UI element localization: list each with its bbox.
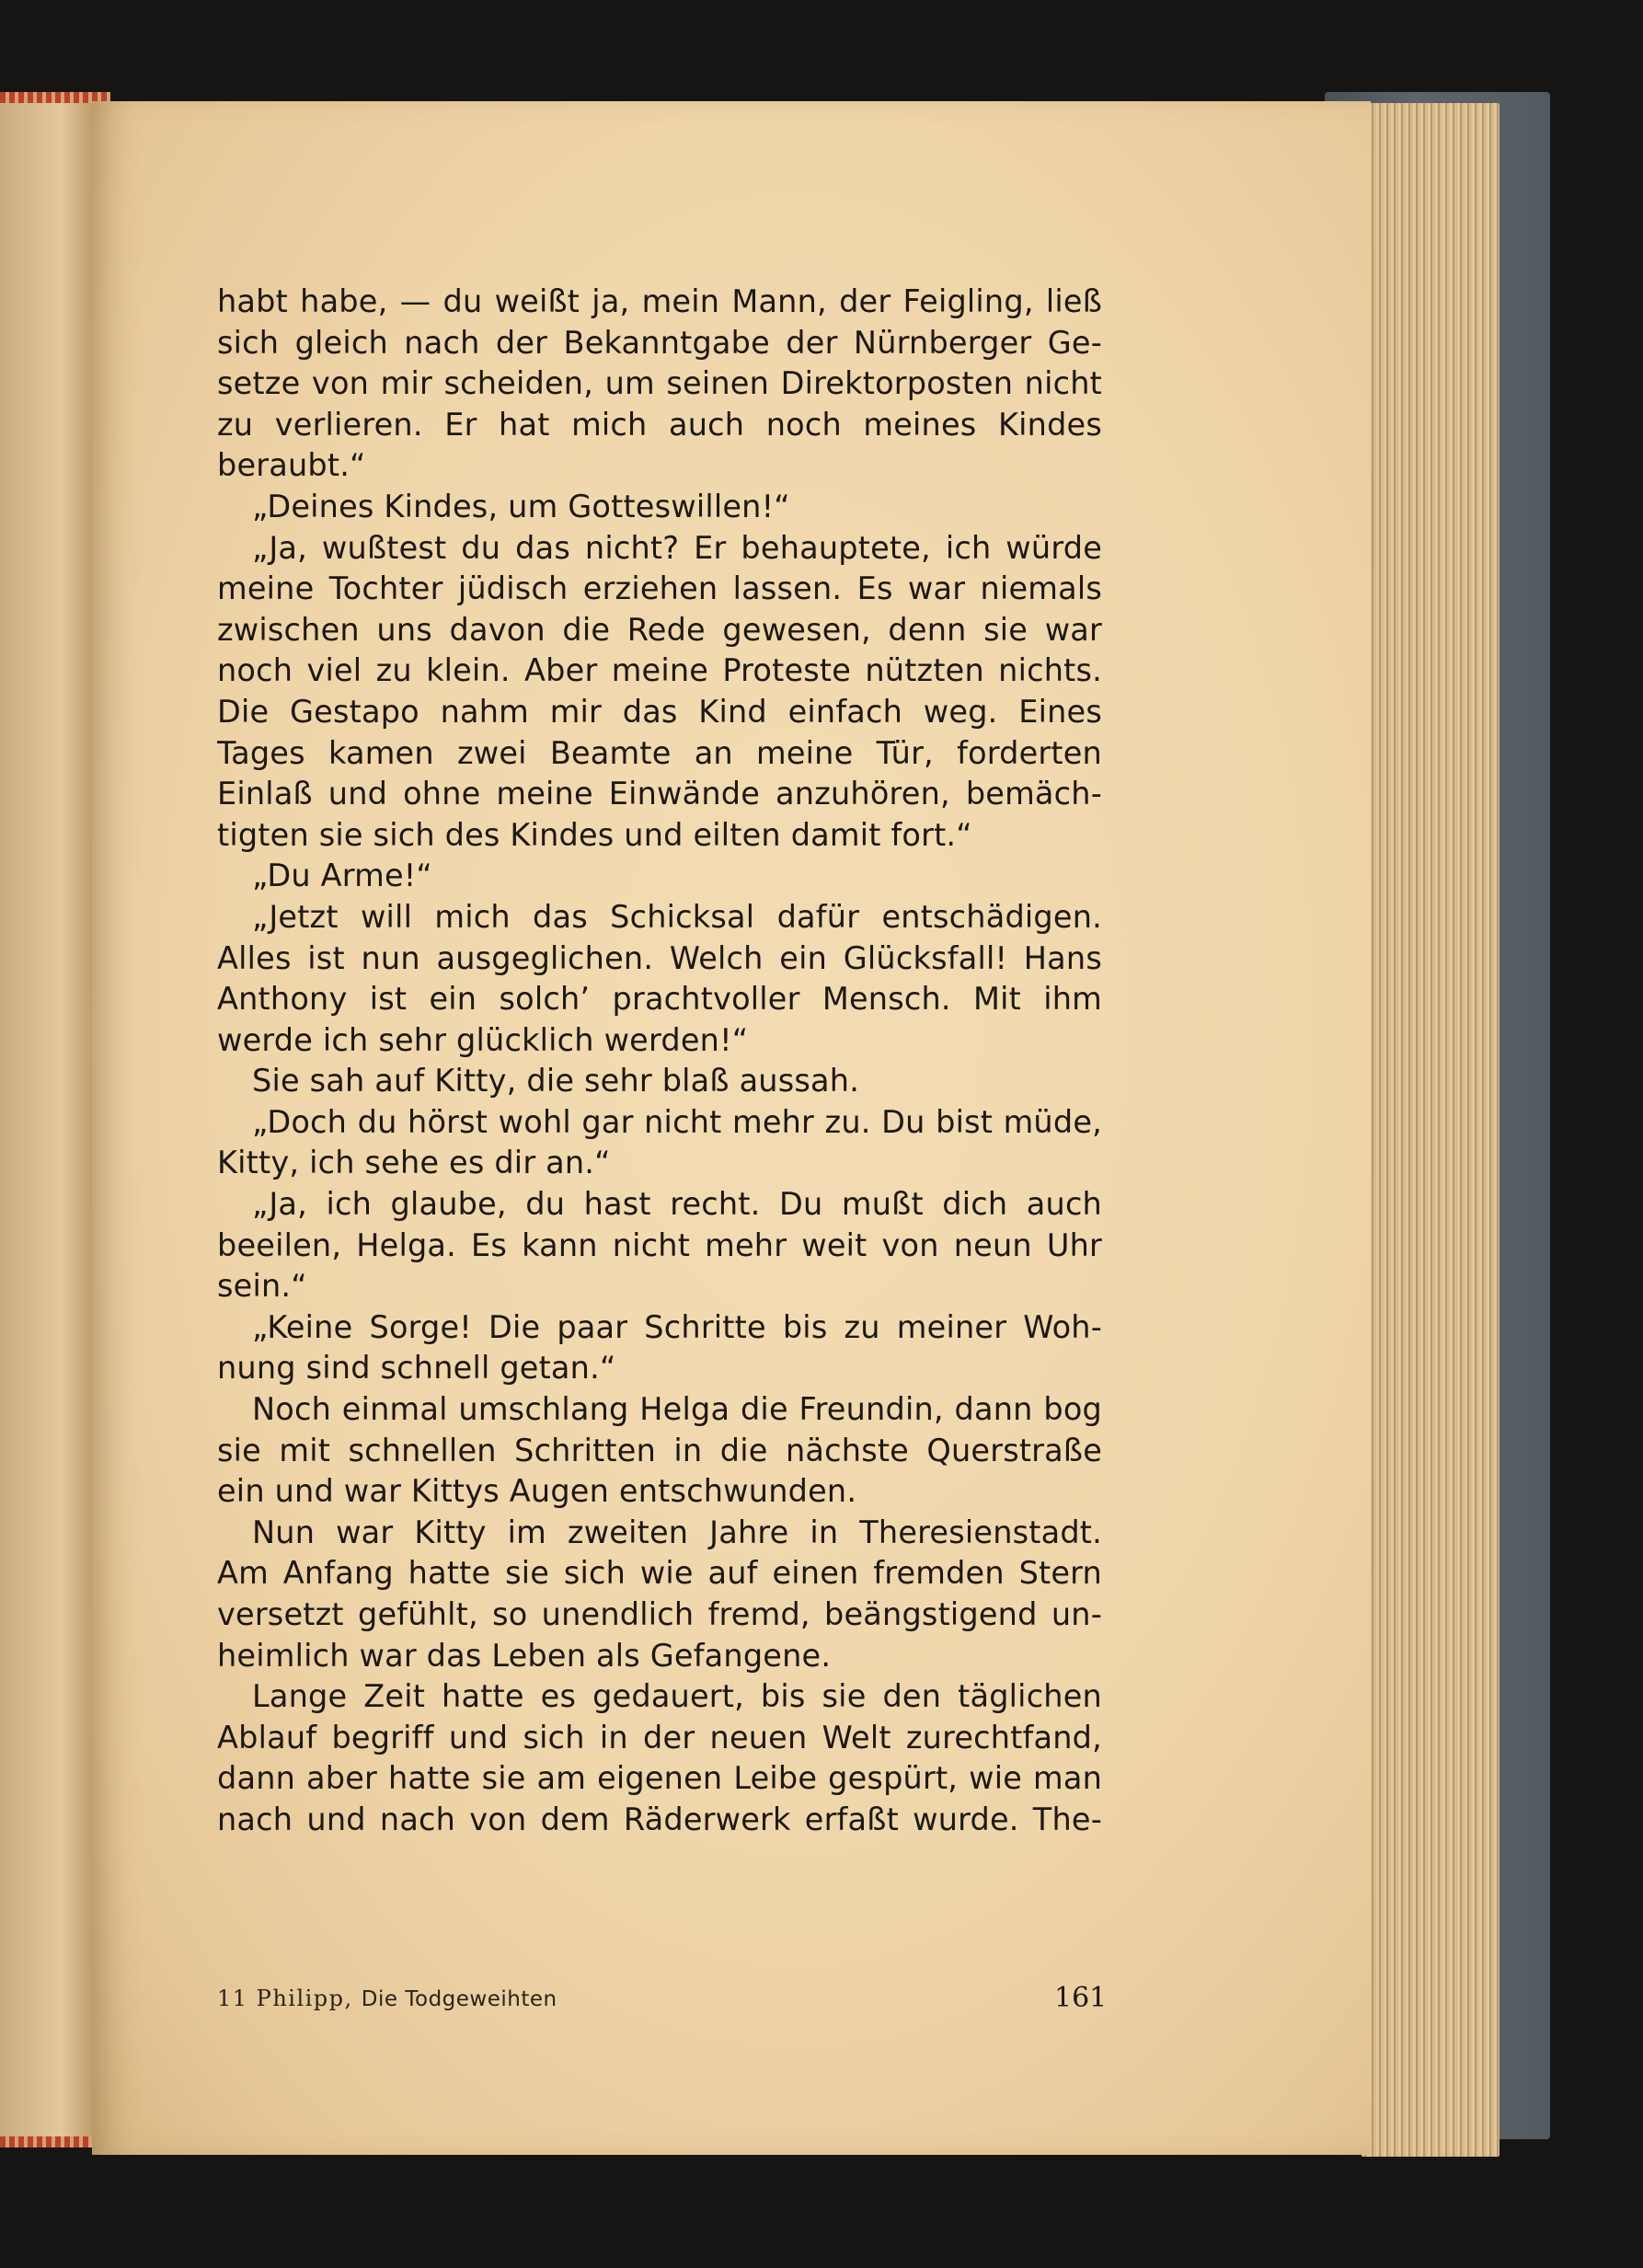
text-line: dann aber hatte sie am eigenen Leibe gespürt, wie man: [217, 1760, 1102, 1797]
text-line: zwischen uns davon die Rede gewesen, denn sie war: [217, 611, 1102, 648]
page-block-edges: [1362, 103, 1499, 2157]
text-line: setze von mir scheiden, um seinen Direktorposten nicht: [217, 365, 1102, 402]
text-line: tigten sie sich des Kindes und eilten damit fort.“: [217, 816, 972, 853]
text-line: Alles ist nun ausgeglichen. Welch ein Glücksfall! Hans: [217, 939, 1102, 976]
text-line: Kitty, ich sehe es dir an.“: [217, 1145, 611, 1181]
text-line: sich gleich nach der Bekanntgabe der Nürnberger Ge-: [217, 324, 1102, 361]
text-line: habt habe, — du weißt ja, mein Mann, der Feigling, ließ: [217, 283, 1102, 319]
book-page: [92, 101, 1371, 2155]
body-text: [217, 282, 1102, 1841]
text-line: „Ja, ich glaube, du hast recht. Du mußt dich auch: [252, 1186, 1102, 1223]
text-line: Am Anfang hatte sie sich wie auf einen fremden Stern: [217, 1555, 1102, 1592]
text-line: „Deines Kindes, um Gotteswillen!“: [252, 488, 790, 524]
text-line: noch viel zu klein. Aber meine Proteste nützten nichts.: [217, 652, 1102, 689]
text-line: Sie sah auf Kitty, die sehr blaß aussah.: [252, 1063, 860, 1099]
text-line: beeilen, Helga. Es kann nicht mehr weit von neun Uhr: [217, 1226, 1102, 1263]
text-line: Lange Zeit hatte es gedauert, bis sie den täglichen: [252, 1678, 1102, 1715]
footer-book-title: Die Todgeweihten: [361, 1987, 557, 2011]
text-line: Anthony ist ein solch’ prachtvoller Mensch. Mit ihm: [217, 981, 1102, 1018]
text-line: sie mit schnellen Schritten in die nächste Querstraße: [217, 1432, 1102, 1468]
text-line: nung sind schnell getan.“: [217, 1350, 616, 1387]
text-line: Noch einmal umschlang Helga die Freundin, dann bog: [252, 1391, 1102, 1428]
text-line: versetzt gefühlt, so unendlich fremd, beängstigend un-: [217, 1596, 1102, 1632]
text-line: „Doch du hörst wohl gar nicht mehr zu. Du bist müde,: [252, 1103, 1102, 1140]
text-line: nach und nach von dem Räderwerk erfaßt wurde. The-: [217, 1801, 1102, 1837]
text-line: zu verlieren. Er hat mich auch noch meines Kindes: [217, 406, 1102, 443]
text-line: Nun war Kitty im zweiten Jahre in Theresienstadt.: [252, 1514, 1102, 1550]
text-line: heimlich war das Leben als Gefangene.: [217, 1637, 832, 1674]
footer-signature: [217, 1986, 557, 2011]
text-line: Einlaß und ohne meine Einwände anzuhören, bemäch-: [217, 776, 1102, 812]
text-line: „Du Arme!“: [252, 858, 432, 894]
text-line: Ablauf begriff und sich in der neuen Welt zurechtfand,: [217, 1719, 1102, 1756]
text-line: sein.“: [217, 1268, 307, 1305]
text-line: werde ich sehr glücklich werden!“: [217, 1021, 749, 1058]
text-line: Tages kamen zwei Beamte an meine Tür, forderten: [217, 734, 1102, 771]
text-line: „Keine Sorge! Die paar Schritte bis zu meiner Woh-: [252, 1308, 1102, 1345]
text-line: beraubt.“: [217, 447, 366, 484]
page-number: 161: [1054, 1982, 1108, 2014]
footer-signature-text: 11 Philipp,: [217, 1986, 353, 2011]
text-line: meine Tochter jüdisch erziehen lassen. Es war niemals: [217, 570, 1102, 607]
text-line: ein und war Kittys Augen entschwunden.: [217, 1473, 857, 1510]
text-line: „Jetzt will mich das Schicksal dafür entschädigen.: [252, 898, 1102, 935]
text-line: Die Gestapo nahm mir das Kind einfach weg. Eines: [217, 693, 1102, 730]
text-line: „Ja, wußtest du das nicht? Er behauptete, ich würde: [252, 529, 1102, 566]
